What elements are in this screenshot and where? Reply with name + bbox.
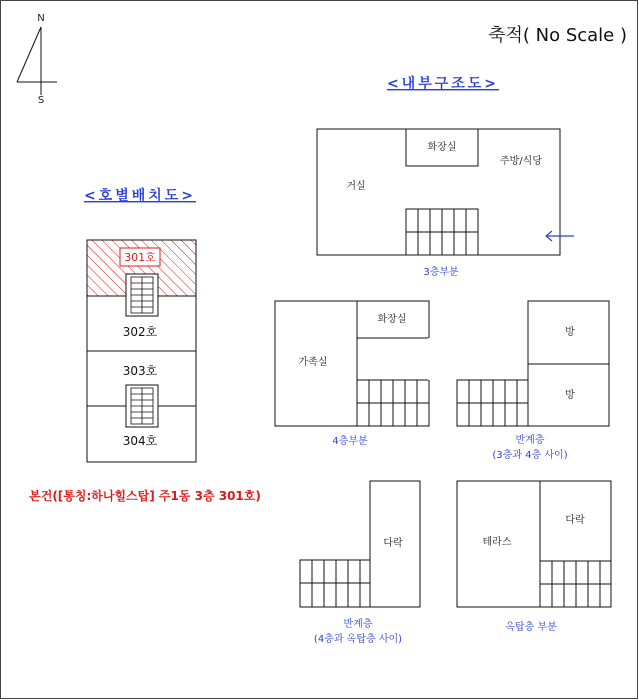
unit-302-label: 302호 <box>122 325 158 339</box>
stair-icon <box>540 561 611 607</box>
rooftop-terrace-label: 테라스 <box>482 537 512 548</box>
mezzanine2-caption: 반계층 <box>343 619 373 630</box>
rooftop-caption: 옥탑층 부분 <box>505 622 557 633</box>
mezzanine1-caption-sub: (3층과 4층 사이) <box>492 450 568 461</box>
mezzanine1-room1-label: 방 <box>565 327 575 338</box>
unit-301-label: 301호 <box>124 251 156 264</box>
floor4-bathroom-label: 화장실 <box>377 314 407 325</box>
compass-north-label: N <box>37 13 45 24</box>
floor3-bathroom-label: 화장실 <box>427 142 457 153</box>
mezzanine2-attic-label: 다락 <box>383 538 403 549</box>
mezzanine1-caption: 반계층 <box>515 435 545 446</box>
stair-icon <box>457 380 528 426</box>
scale-label: 축적( No Scale ) <box>488 25 627 46</box>
stair-icon <box>126 385 158 427</box>
stair-icon <box>126 274 158 316</box>
mezzanine1-plan <box>457 301 609 426</box>
mezzanine1-room2-label: 방 <box>565 390 575 401</box>
floor4-caption: 4층부분 <box>332 436 368 447</box>
building-stack <box>87 240 196 462</box>
floor3-caption: 3층부분 <box>423 267 459 278</box>
unit-304-label: 304호 <box>122 434 158 448</box>
floor3-living-label: 거실 <box>346 181 366 192</box>
compass-south-label: S <box>37 95 45 106</box>
unit-303-label: 303호 <box>122 364 158 378</box>
north-arrow-icon <box>17 27 57 95</box>
stair-icon <box>357 380 429 426</box>
unit-layout-title: <호별배치도> <box>83 188 197 204</box>
mezzanine2-caption-sub: (4층과 옥탑층 사이) <box>313 634 403 645</box>
stair-icon <box>406 209 478 255</box>
rooftop-plan <box>457 481 611 607</box>
floor3-kitchen-label: 주방/식당 <box>499 156 543 167</box>
floor4-family-label: 가족실 <box>298 357 328 368</box>
subject-property-caption: 본건([통칭:하나힐스탑] 주1동 3층 301호) <box>29 489 261 503</box>
interior-structure-title: <내부구조도> <box>386 76 500 92</box>
rooftop-attic-label: 다락 <box>565 515 585 526</box>
page-border <box>1 1 638 699</box>
stair-icon <box>300 560 370 607</box>
